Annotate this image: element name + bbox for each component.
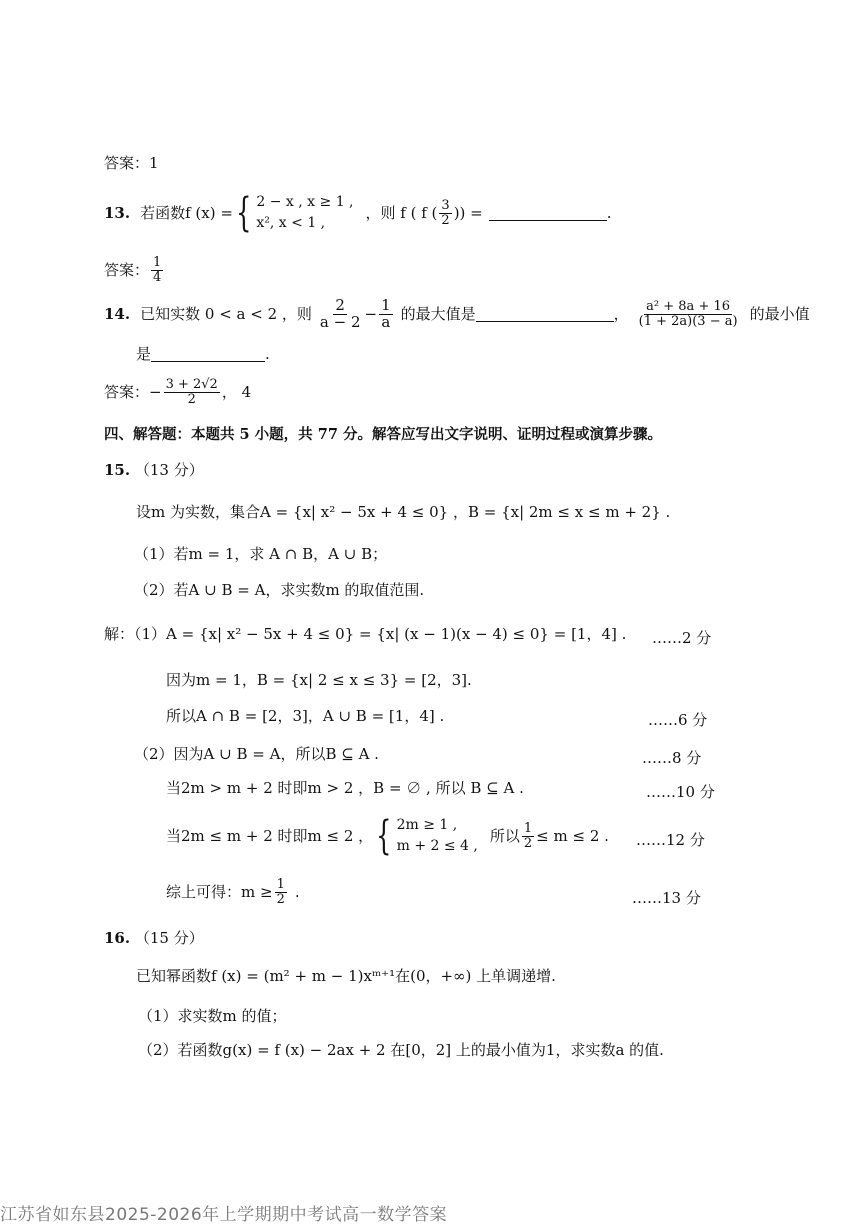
question-points: （13 分） [134,461,204,479]
fraction-denominator: a [381,312,391,331]
fraction-numerator: 1 [153,255,162,270]
question-15-part-1: （1）若m = 1，求 A ∩ B，A ∪ B； [134,545,388,563]
fraction-denominator: 2 [276,891,285,907]
fraction-numerator: 3 + 2√2 [165,377,218,392]
answer-label: 答案： [104,260,150,279]
question-number: 14. [104,304,131,323]
answer-label: 答案：− [104,382,162,401]
fraction-3-2 [439,199,451,227]
fraction-denominator: a − 2 [319,312,361,331]
solution-line-5: 当2m > m + 2 时即m > 2 ，B = ∅ , 所以 B ⊆ A . [166,779,524,797]
minus-sign: − [364,304,378,323]
fraction-1-2 [522,822,534,850]
question-14-mid: 的最大值是 [400,304,476,323]
case-2: x², x < 1 , [256,215,326,231]
fraction-denominator: (1 + 2a)(3 − a) [638,313,738,329]
answer-13 [104,256,165,284]
question-15-header [104,463,204,478]
fraction-denominator: 2 [441,212,450,228]
system-row-1: 2m ≥ 1 , [396,817,458,833]
question-number: 15. [104,461,131,479]
answer-14 [104,378,251,406]
score-mark: ……13 分 [632,889,701,907]
question-points: （15 分） [134,929,204,947]
solution-line-4: （2）因为A ∪ B = A，所以B ⊆ A . [134,745,379,763]
question-14 [104,298,810,331]
system-brace: { [376,813,392,859]
footer-watermark: 江苏省如东县2025-2026年上学期期中考试高一数学答案 [0,1205,448,1225]
fraction-denominator: 2 [523,835,533,851]
fraction-denominator: 4 [153,269,162,285]
solution-6-mid: 所以 [489,826,520,845]
question-16-part-1: （1）求实数m 的值； [138,1007,287,1025]
question-14-post: 的最小值 [749,304,810,323]
case-brace: { [236,190,252,236]
question-14-prefix: 已知实数 0 < a < 2 ，则 [140,304,312,323]
fraction-1-over-a [379,298,393,331]
system-row-2: m + 2 ≤ 4 , [396,838,478,854]
score-mark: ……8 分 [642,749,702,767]
section-heading: 四、解答题：本题共 5 小题，共 77 分。解答应写出文字说明、证明过程或演算步骤。 [104,426,662,443]
score-mark: ……6 分 [648,711,708,729]
question-15-part-2: （2）若A ∪ B = A，求实数m 的取值范围. [134,581,425,599]
fraction-numerator: 1 [276,877,285,892]
fraction-expression [637,300,740,328]
solution-line-2: 因为m = 1，B = {x| 2 ≤ x ≤ 3} = [2，3]. [166,671,472,689]
fraction-1-2 [275,878,287,906]
solution-line-1: 解：（1）A = {x| x² − 5x + 4 ≤ 0} = {x| (x − 1)(x − 4) ≤ 0} = [1，4] . [104,625,627,643]
fraction-numerator: a² + 8a + 16 [646,299,731,315]
question-14-line-2 [136,347,270,362]
score-mark: ……2 分 [652,629,712,647]
inequality-system [397,815,478,857]
fraction-1-4 [151,256,163,284]
answer-12: 答案：1 [104,154,159,172]
question-13-tail: . [606,203,612,222]
question-13 [104,192,612,234]
question-number: 13. [104,203,131,222]
question-13-end: )) = [453,203,483,222]
question-14-tail: . [265,345,270,363]
piecewise-cases [256,192,353,234]
fraction-answer [164,378,220,406]
fraction-numerator: 1 [523,820,533,836]
question-number: 16. [104,929,131,947]
fraction-2-over-a-minus-2 [318,298,363,331]
question-13-prefix: 若函数f (x) = [140,203,233,222]
fraction-numerator: 3 [441,197,450,213]
case-1: 2 − x , x ≥ 1 , [256,194,354,210]
answer-blank-2 [151,347,265,362]
solution-6-post: ≤ m ≤ 2 . [536,826,609,845]
score-mark: ……12 分 [636,831,705,849]
answer-blank [489,206,607,221]
solution-line-6 [166,815,609,857]
fraction-denominator: 2 [187,391,196,407]
answer-blank-1 [476,307,614,322]
question-14-line2-text: 是 [136,345,152,363]
question-16-header [104,931,204,946]
question-16-part-2: （2）若函数g(x) = f (x) − 2ax + 2 在[0，2] 上的最小值为1，求实数a 的值. [138,1041,664,1059]
solution-7-pre: 综上可得：m ≥ [166,882,273,901]
solution-line-3: 所以A ∩ B = [2，3]，A ∪ B = [1，4] . [166,707,445,725]
score-mark: ……10 分 [646,783,715,801]
fraction-numerator: 2 [335,296,345,314]
comma: ， [613,304,629,323]
question-16-stem: 已知幂函数f (x) = (m² + m − 1)xᵐ⁺¹在(0，+∞) 上单调递增. [136,967,556,985]
question-15-stem: 设m 为实数，集合A = {x| x² − 5x + 4 ≤ 0} ，B = {x| 2m ≤ x ≤ m + 2} . [136,503,671,521]
solution-7-post: . [294,882,300,901]
question-13-mid: ，则 f ( f ( [365,203,438,222]
solution-line-7 [166,878,300,906]
fraction-numerator: 1 [381,296,391,314]
solution-6-pre: 当2m ≤ m + 2 时即m ≤ 2 ， [166,826,374,845]
answer-rest: ， 4 [221,382,252,401]
